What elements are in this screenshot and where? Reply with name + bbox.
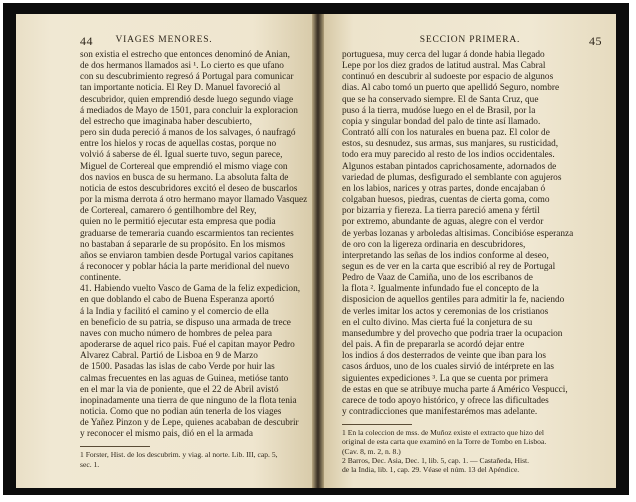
body-text-line: estos, su desnudez, sus armas, sus manjares, su rusticidad, bbox=[342, 139, 559, 150]
left-page-header bbox=[16, 34, 312, 48]
body-text-line: y contradicciones que manifestarémos mas adelante. bbox=[342, 407, 538, 417]
left-page-number: 44 bbox=[80, 34, 93, 48]
body-text-line: puso á la tierra, mudóse luego en el de Brasil, por la bbox=[342, 105, 536, 116]
body-text-line: á la India y facilitó el camino y el comercio de ella bbox=[80, 306, 269, 317]
body-text-line: continente. bbox=[80, 273, 122, 284]
footnote-line: 2 Barros, Dec. Asia, Dec. 1, lib. 5, cap. 1. — Castañeda, Hist. bbox=[342, 456, 530, 466]
body-text-line: portuguesa, muy cerca del lugar á donde habia llegado bbox=[342, 50, 545, 60]
body-text-line: interpretando las señas de los indios conforme al deseo, bbox=[342, 250, 549, 261]
body-text-line: graduarse de temeraria cuando escarmientos tan recientes bbox=[80, 228, 294, 239]
body-text-line: del estrecho que imaginaba haber descubierto, bbox=[80, 116, 252, 127]
left-page-text bbox=[80, 50, 308, 469]
body-text-line: del pais. A fin de prepararla se acordó dejar entre bbox=[342, 340, 525, 351]
body-text-line: de oro con la ligereza ordinaria en descubridores, bbox=[342, 239, 526, 250]
right-page bbox=[324, 14, 616, 488]
body-text-line: tan importante noticia. El Rey D. Manuel favoreció al bbox=[80, 83, 281, 94]
right-page-number: 45 bbox=[589, 34, 602, 48]
body-text-line: y reconocer el mismo pais, dió en el la armada bbox=[80, 429, 253, 440]
body-text-line: Algunos estaban pintados caprichosamente, adornados de bbox=[342, 161, 557, 172]
body-text-line: copia y singular bondad del palo de tinte así llamado. bbox=[342, 116, 541, 127]
book-gutter bbox=[312, 14, 324, 488]
body-text-line: variedad de plumas, desfigurado el semblante con agujeros bbox=[342, 172, 562, 183]
body-text-line: en el mar la via de poniente, que el 22 de Abril avistó bbox=[80, 384, 279, 395]
body-text-line: por extremo, abundante de aguas, alegre con el verdor bbox=[342, 217, 544, 228]
body-text-line: siguientes expediciones ³. La que se cuenta por primera bbox=[342, 373, 548, 384]
body-text-line: años se enviaron tambien desde Portugal varios capitanes bbox=[80, 250, 294, 261]
body-text-line: por bizarria y fiereza. La tierra pareció amena y fértil bbox=[342, 206, 540, 217]
body-text-line: pero sin duda pereció á manos de los salvages, ó naufragó bbox=[80, 128, 296, 139]
body-text-line: segun es de ver en la carta que escribió al rey de Portugal bbox=[342, 261, 556, 272]
footnote-line: sec. 1. bbox=[80, 459, 100, 469]
body-text-line: á mediados de Mayo de 1501, para concluir la exploracion bbox=[80, 105, 298, 116]
body-text-line: Miguel de Cortereal que emprendió el mismo viage con bbox=[80, 161, 288, 172]
body-text-line: en el culto divino. Mas cierta fué la conjetura de su bbox=[342, 317, 533, 328]
body-text-line: que se ha conservado siempre. El de Santa Cruz, que bbox=[342, 94, 539, 105]
body-text-line: en que doblando el cabo de Buena Esperanza aportó bbox=[80, 295, 275, 306]
body-text-line: de dos hermanos llamados asi ¹. Lo cierto es que ufano bbox=[80, 61, 284, 72]
body-text-line: entre los hielos y rocas de aquellas costas, porque no bbox=[80, 139, 277, 150]
footnote-line: original de esta carta que examinó en la Torre de Tombo en Lisboa. bbox=[342, 437, 547, 447]
footnote-line: (Cav. 8, m. 2, n. 8.) bbox=[342, 446, 401, 456]
body-text-line: Alvarez Cabral. Partió de Lisboa en 9 de Marzo bbox=[80, 351, 258, 362]
body-text-line: dos navios en busca de su hermano. La absoluta falta de bbox=[80, 172, 289, 183]
body-text-line: noticia. Como que no podian aún tenerla de los viages bbox=[80, 407, 282, 417]
body-text-line: no bastaban á separarle de su propósito. En los mismos bbox=[80, 239, 286, 250]
body-text-line: la flota ². Igualmente infundado fue el concepto de la bbox=[342, 284, 539, 295]
body-text-line: á reconocer y poblar hácia la parte meridional del nuevo bbox=[80, 261, 290, 272]
body-text-line: continuó en descubrir al sudoeste por espacio de algunos bbox=[342, 72, 554, 83]
spacer bbox=[80, 440, 308, 444]
right-page-text bbox=[342, 50, 604, 475]
body-text-line: en los labios, narices y otras partes, donde encajaban ó bbox=[342, 183, 546, 194]
right-running-head: SECCION PRIMERA. bbox=[419, 35, 521, 45]
body-text-line: son existia el estrecho que entonces denominó de Anian, bbox=[80, 50, 290, 60]
spacer bbox=[342, 418, 604, 422]
body-text-line: con su descubrimiento regresó á Portugal para comunicar bbox=[80, 72, 294, 83]
body-text-line: casos árduos, uno de los cuales sirvió de intérprete en las bbox=[342, 362, 554, 373]
footnote-rule bbox=[80, 446, 150, 447]
footnotes bbox=[342, 428, 604, 474]
footnote-line: 1 En la coleccion de mss. de Muñoz existe el extracto que hizo del bbox=[342, 428, 545, 438]
right-page-header bbox=[324, 34, 616, 48]
body-text-line: noticia de estos descubridores excitó el deseo de buscarlos bbox=[80, 183, 298, 194]
footnote-line: 1 Forster, Hist. de los descubrim. y viag. al norte. Lib. III, cap. 5, bbox=[80, 450, 278, 460]
body-text-line: calmas frecuentes en las aguas de Guinea, metióse tanto bbox=[80, 373, 289, 384]
body-text-line: 41. Habiendo vuelto Vasco de Gama de la feliz expedicion, bbox=[80, 284, 301, 295]
left-page bbox=[16, 14, 312, 488]
body-text-line: Contrató allí con los naturales en buena paz. El color de bbox=[342, 128, 550, 139]
body-text-line: en beneficio de su patria, se dispuso una armada de trece bbox=[80, 317, 291, 328]
body-text-line: inopinadamente una tierra de que ninguno de la flota tenia bbox=[80, 395, 297, 406]
body-text-line: carece de todo apoyo histórico, y ofrece las dificultades bbox=[342, 395, 549, 406]
body-text-line: de Yañez Pinzon y de Lepe, quienes acababan de descubrir bbox=[80, 418, 299, 429]
footnote-line: de la India, lib. 1, cap. 29. Véase el núm. 13 del Apéndice. bbox=[342, 465, 520, 475]
body-text-line: de 1500. Pasadas las islas de cabo Verde por huir las bbox=[80, 362, 275, 373]
body-text-line: de Cortereal, camarero ó gentilhombre del Rey, bbox=[80, 206, 257, 217]
body-text-line: todo era muy parecido al resto de los indios occidentales. bbox=[342, 150, 555, 161]
left-running-head: VIAGES MENORES. bbox=[115, 35, 213, 45]
body-text-line: apoderarse de aquel rico pais. Fué el capitan mayor Pedro bbox=[80, 340, 295, 351]
body-text-line: Pedro de Vaaz de Camiña, uno de los escribanos de bbox=[342, 273, 533, 284]
body-text-line: mansedumbre y del provecho que podria traer la ocupacion bbox=[342, 328, 563, 339]
body-text-line: volvió á saberse de él. Igual suerte tuvo, segun parece, bbox=[80, 150, 283, 161]
body-text-line: dias. Al cabo tomó un puerto que apellidó Seguro, nombre bbox=[342, 83, 560, 94]
body-text-line: quien no le permitió ejecutar esta empresa que podia bbox=[80, 217, 276, 228]
body-text-line: Lepe por los diez grados de latitud austral. Mas Cabral bbox=[342, 61, 546, 72]
body-text-line: descubridor, quien emprendió desde luego segundo viage bbox=[80, 94, 294, 105]
footnote-rule bbox=[342, 424, 412, 425]
body-text-line: colgaban huesos, piedras, cuentas de cierta goma, como bbox=[342, 195, 550, 206]
body-text-line: disposicion de aquellos gentiles para admitir la fe, naciendo bbox=[342, 295, 565, 306]
body-text-line: naves con mucho número de hombres de pelea para bbox=[80, 328, 273, 339]
body-text-line: por la misma derrota á otro hermano mayor llamado Vasquez bbox=[80, 195, 308, 206]
body-text-line: de verles imitar los actos y ceremonias de los cristianos bbox=[342, 306, 549, 317]
body-text-line: de estas en que se atribuye mucha parte á Américo Vespucci, bbox=[342, 384, 568, 395]
body-text-line: de yerbas lozanas y arboledas altisimas. Concibióse esperanza bbox=[342, 228, 574, 239]
body-text-line: los indios á dos desterrados de veinte que iban para los bbox=[342, 351, 546, 362]
footnotes bbox=[80, 450, 308, 469]
